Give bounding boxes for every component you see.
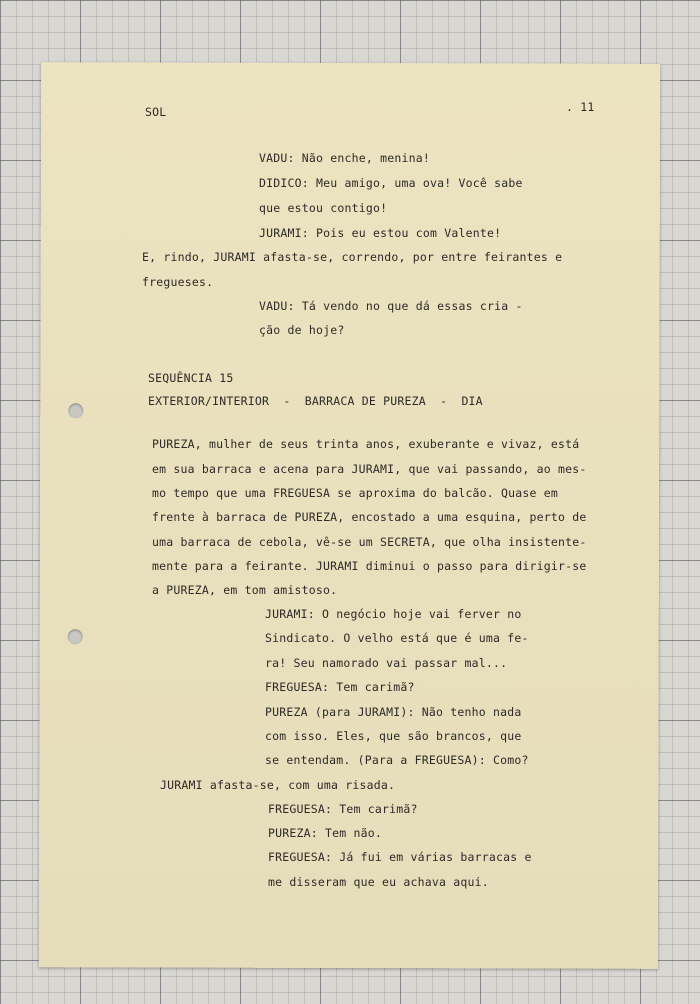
dialogue-line: PUREZA: Tem não. xyxy=(268,826,382,840)
action-line: a PUREZA, em tom amistoso. xyxy=(152,583,338,597)
sequence-heading: SEQUÊNCIA 15 xyxy=(148,371,234,385)
action-line: em sua barraca e acena para JURAMI, que vai passando, ao mes- xyxy=(152,462,587,476)
dialogue-line: ção de hoje? xyxy=(259,323,345,337)
scene-slugline: EXTERIOR/INTERIOR - BARRACA DE PUREZA - DIA xyxy=(148,394,483,408)
punch-hole-top xyxy=(68,403,83,418)
dialogue-line: se entendam. (Para a FREGUESA): Como? xyxy=(265,753,529,767)
punch-hole-bottom xyxy=(68,629,83,644)
dialogue-line: que estou contigo! xyxy=(259,201,388,215)
action-line: uma barraca de cebola, vê-se um SECRETA, que olha insistente- xyxy=(152,535,587,549)
action-line: mo tempo que uma FREGUESA se aproxima do balcão. Quase em xyxy=(152,486,559,500)
action-line: JURAMI afasta-se, com uma risada. xyxy=(160,778,396,792)
dialogue-line: PUREZA (para JURAMI): Não tenho nada xyxy=(265,705,522,719)
page-header-left: SOL xyxy=(145,105,167,119)
dialogue-line: Sindicato. O velho está que é uma fe- xyxy=(265,631,529,645)
dialogue-line: DIDICO: Meu amigo, uma ova! Você sabe xyxy=(259,176,523,190)
action-line: PUREZA, mulher de seus trinta anos, exuberante e vivaz, está xyxy=(152,437,580,451)
action-line: fregueses. xyxy=(142,275,214,289)
dialogue-line: ra! Seu namorado vai passar mal... xyxy=(265,656,508,670)
dialogue-line: VADU: Não enche, menina! xyxy=(259,151,430,165)
dialogue-line: JURAMI: O negócio hoje vai ferver no xyxy=(265,607,522,621)
dialogue-line: FREGUESA: Já fui em várias barracas e xyxy=(268,850,532,864)
action-line: mente para a feirante. JURAMI diminui o passo para dirigir-se xyxy=(152,559,587,573)
dialogue-line: me disseram que eu achava aqui. xyxy=(268,875,489,889)
action-line: frente à barraca de PUREZA, encostado a uma esquina, perto de xyxy=(152,510,587,524)
dialogue-line: VADU: Tá vendo no que dá essas cria - xyxy=(259,299,523,313)
dialogue-line: com isso. Eles, que são brancos, que xyxy=(265,729,522,743)
dialogue-line: FREGUESA: Tem carimã? xyxy=(265,680,415,694)
page-number: . 11 xyxy=(566,100,595,114)
dialogue-line: FREGUESA: Tem carimã? xyxy=(268,802,418,816)
dialogue-line: JURAMI: Pois eu estou com Valente! xyxy=(259,226,502,240)
action-line: E, rindo, JURAMI afasta-se, correndo, por entre feirantes e xyxy=(142,250,563,264)
